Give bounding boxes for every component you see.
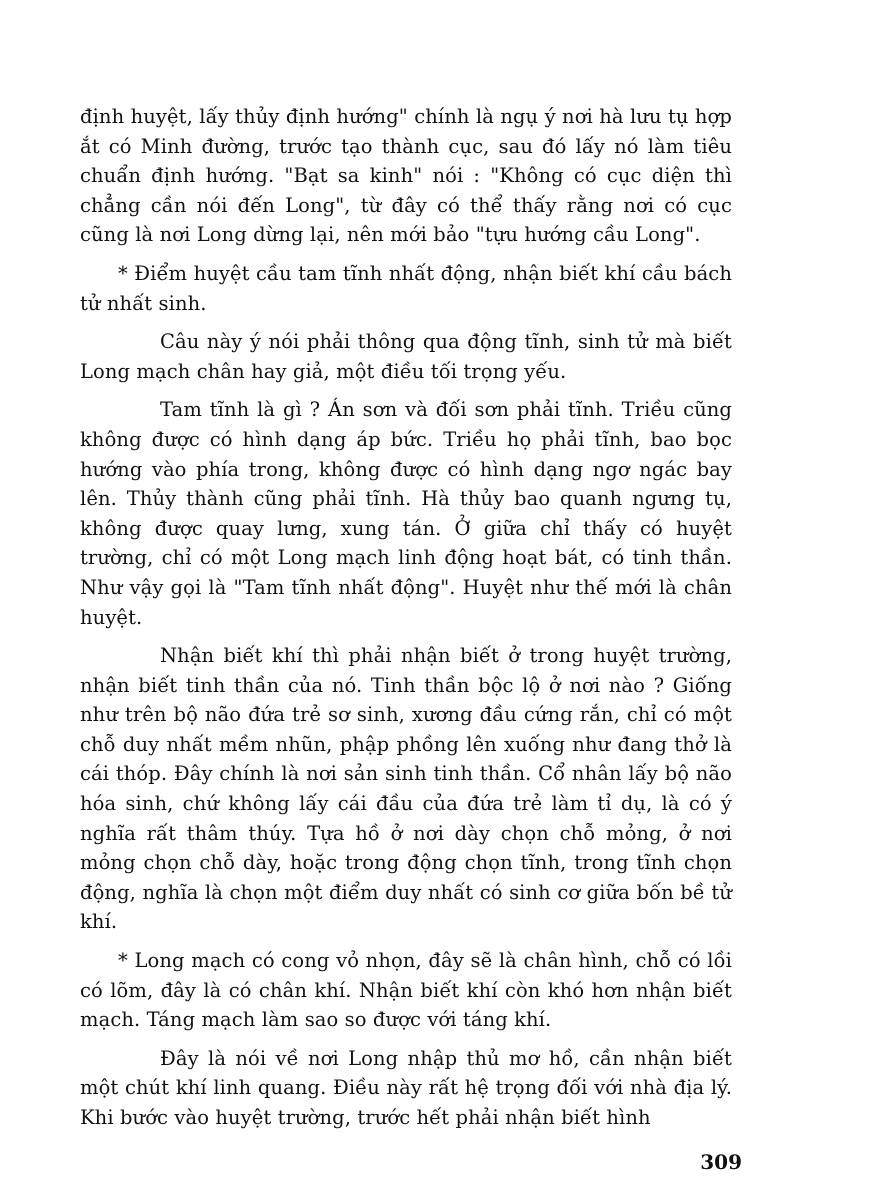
page-number: 309 bbox=[700, 1150, 742, 1174]
page-body bbox=[80, 102, 732, 1133]
paragraph-7: Đây là nói về nơi Long nhập thủ mơ hồ, cần nhận biết một chút khí linh quang. Điều này rất hệ trọng đối với nhà địa lý. Khi bước vào huyệt trường, trước hết phải nhận biết hình bbox=[80, 1046, 732, 1129]
paragraph-2-bullet: * Điểm huyệt cầu tam tĩnh nhất động, nhận biết khí cầu bách tử nhất sinh. bbox=[80, 261, 732, 315]
paragraph-1: định huyệt, lấy thủy định hướng" chính là ngụ ý nơi hà lưu tụ hợp ắt có Minh đường, trước tạo thành cục, sau đó lấy nó làm tiêu chuẩn định hướng. "Bạt sa kinh" nói : "Không có cục diện thì chẳng cần nói đến Long", từ đây có thể thấy rằng nơi có cục cũng là nơi Long dừng lại, nên mới bảo "tựu hướng cầu Long". bbox=[80, 105, 732, 247]
paragraph-5: Nhận biết khí thì phải nhận biết ở trong huyệt trường, nhận biết tinh thần của nó. Tinh thần bộc lộ ở nơi nào ? Giống như trên bộ não đứa trẻ sơ sinh, xương đầu cứng rắn, chỉ có một chỗ duy nhất mềm nhũn, phập phồng lên xuống như đang thở là cái thóp. Đây chính là nơi sản sinh tinh thần. Cổ nhân lấy bộ não hóa sinh, chứ không lấy cái đầu của đứa trẻ làm tỉ dụ, là có ý nghĩa rất thâm thúy. Tựa hồ ở nơi dày chọn chỗ mỏng, ở nơi mỏng chọn chỗ dày, hoặc trong động chọn tĩnh, trong tĩnh chọn động, nghĩa là chọn một điểm duy nhất có sinh cơ giữa bốn bề tử khí. bbox=[80, 644, 732, 934]
paragraph-3: Câu này ý nói phải thông qua động tĩnh, sinh tử mà biết Long mạch chân hay giả, một điều tối trọng yếu. bbox=[80, 330, 732, 383]
paragraph-4: Tam tĩnh là gì ? Án sơn và đối sơn phải tĩnh. Triều cũng không được có hình dạng áp bức. Triều họ phải tĩnh, bao bọc hướng vào phía trong, không được có hình dạng ngơ ngác bay lên. Thủy thành cũng phải tĩnh. Hà thủy bao quanh ngưng tụ, không được quay lưng, xung tán. Ở giữa chỉ thấy có huyệt trường, chỉ có một Long mạch linh động hoạt bát, có tinh thần. Như vậy gọi là "Tam tĩnh nhất động". Huyệt như thế mới là chân huyệt. bbox=[80, 398, 732, 629]
paragraph-6-bullet: * Long mạch có cong vỏ nhọn, đây sẽ là chân hình, chỗ có lồi có lõm, đây là có chân khí. Nhận biết khí còn khó hơn nhận biết mạch. Táng mạch làm sao so được với táng khí. bbox=[80, 949, 732, 1032]
